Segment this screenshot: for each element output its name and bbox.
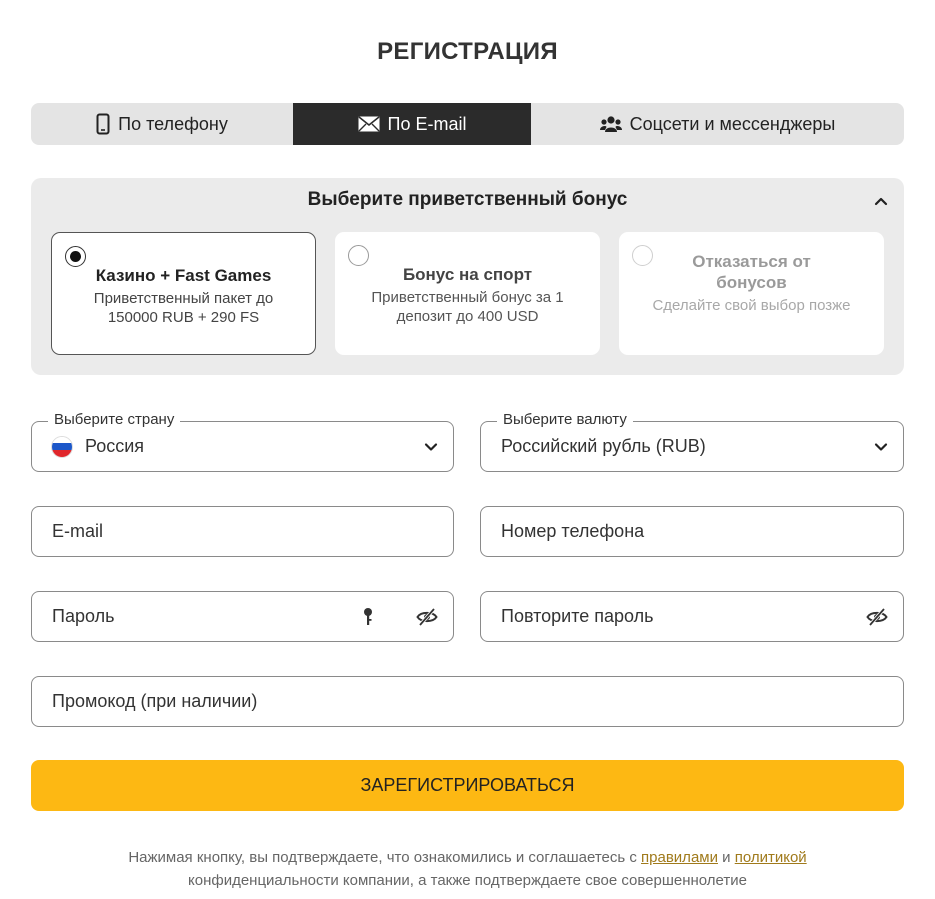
chevron-down-icon [872, 438, 890, 456]
envelope-icon [358, 116, 380, 132]
phone-field[interactable] [480, 506, 904, 557]
register-button[interactable]: ЗАРЕГИСТРИРОВАТЬСЯ [31, 760, 904, 811]
radio-sport[interactable] [348, 245, 369, 266]
bonus-option-casino[interactable] [51, 232, 316, 355]
legal-text-before: Нажимая кнопку, вы подтверждаете, что ознакомились и соглашаетесь с [128, 849, 642, 866]
country-select-label: Выберите страну [48, 410, 180, 430]
tab-email-label: По E-mail [387, 113, 467, 134]
tab-email[interactable] [293, 103, 531, 145]
password-placeholder: Пароль [52, 606, 115, 626]
eye-slash-icon[interactable] [866, 606, 888, 628]
bonus-option-name: Казино + Fast Games [95, 266, 272, 285]
registration-tabs [31, 103, 904, 145]
bonus-option-name: Бонус на спорт [402, 265, 533, 284]
policy-link[interactable]: политикой [734, 849, 807, 866]
password-repeat-field[interactable] [480, 591, 904, 642]
bonus-section [31, 178, 904, 375]
tab-phone[interactable] [31, 103, 293, 145]
chevron-up-icon[interactable] [872, 192, 890, 210]
currency-select-label: Выберите валюту [497, 410, 633, 430]
radio-casino[interactable] [65, 246, 86, 267]
country-select-value: Россия [85, 436, 145, 456]
eye-slash-icon[interactable] [416, 606, 438, 628]
promo-placeholder: Промокод (при наличии) [52, 691, 258, 711]
phone-placeholder: Номер телефона [501, 521, 645, 541]
currency-select-value: Российский рубль (RUB) [501, 436, 706, 456]
rules-link[interactable]: правилами [641, 849, 718, 866]
bonus-option-description: Приветственный бонус за 1 депозит до 400 USD [371, 289, 564, 325]
chevron-down-icon [422, 438, 440, 456]
currency-select[interactable] [480, 411, 904, 472]
bonus-option-decline[interactable] [619, 232, 884, 355]
phone-icon [96, 113, 110, 135]
password-field[interactable] [31, 591, 454, 642]
country-select[interactable] [31, 411, 454, 472]
promo-field[interactable] [31, 676, 904, 727]
legal-text [0, 846, 935, 892]
bonus-option-name: Отказаться от бонусов [692, 252, 811, 292]
tab-social[interactable] [531, 103, 904, 145]
bonus-option-description: Сделайте свой выбор позже [652, 297, 851, 314]
tab-social-label: Соцсети и мессенджеры [629, 113, 836, 134]
users-icon [600, 115, 622, 133]
bonus-option-sport[interactable] [335, 232, 600, 355]
bonus-option-description: Приветственный пакет до 150000 RUB + 290 FS [93, 290, 274, 326]
bonus-title: Выберите приветственный бонус [307, 189, 628, 210]
legal-and: и [717, 849, 735, 866]
russia-flag-icon [51, 436, 73, 458]
email-placeholder: E-mail [52, 521, 104, 541]
tab-phone-label: По телефону [118, 113, 228, 134]
page-title: РЕГИСТРАЦИЯ [377, 38, 558, 65]
password-repeat-placeholder: Повторите пароль [501, 606, 654, 626]
key-icon[interactable] [357, 606, 379, 628]
radio-decline[interactable] [632, 245, 653, 266]
legal-text-after: конфиденциальности компании, а также подтверждаете свое совершеннолетие [188, 872, 747, 889]
email-field[interactable] [31, 506, 454, 557]
